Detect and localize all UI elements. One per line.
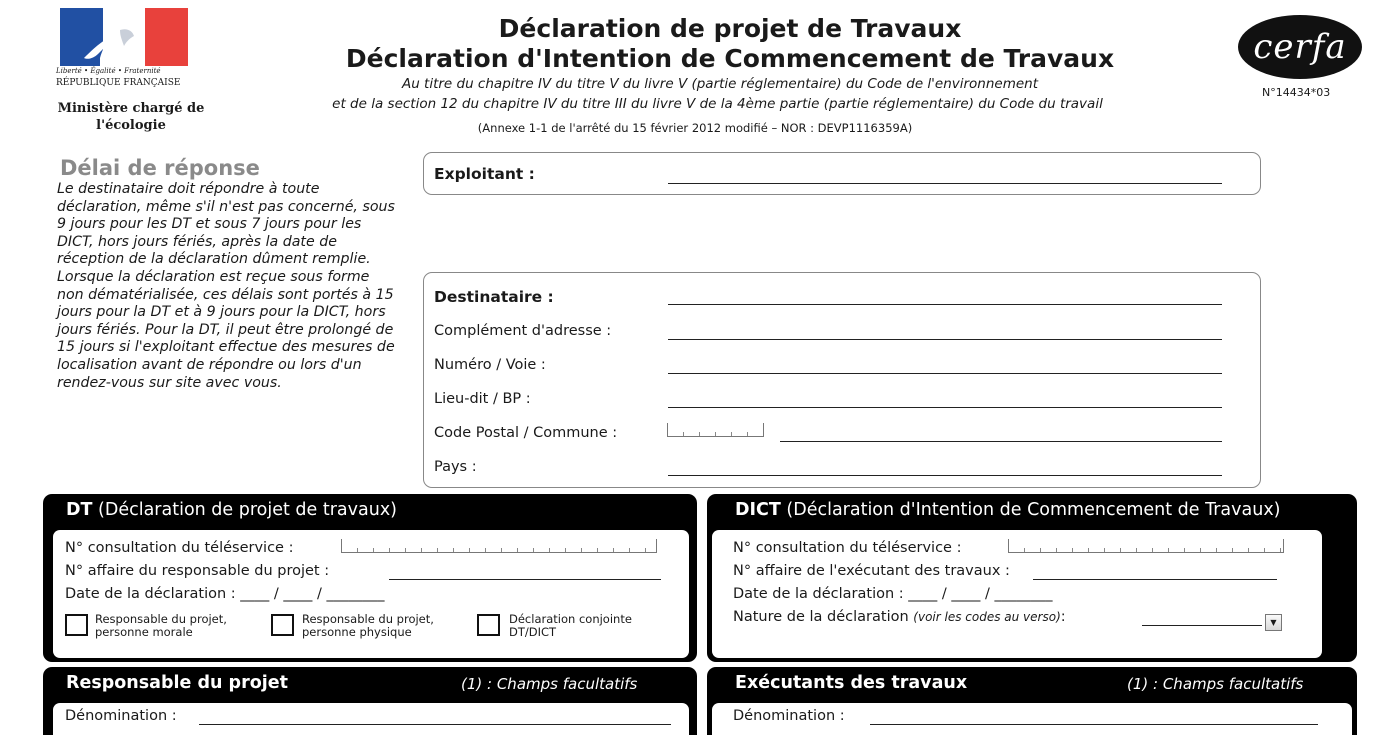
dt-inner	[53, 530, 689, 658]
code-postal-label: Code Postal / Commune :	[434, 425, 618, 441]
form-subtitle-line1: Au titre du chapitre IV du titre V du livre V (partie réglementaire) du Code de l'environnement	[401, 76, 1039, 92]
form-title-line1: Déclaration de projet de Travaux	[498, 14, 962, 43]
dt-date-field[interactable]: Date de la déclaration : ____ / ____ / ________	[65, 586, 385, 602]
dict-consultation-input[interactable]	[1008, 539, 1284, 553]
destinataire-box	[423, 272, 1261, 488]
dict-affaire-field[interactable]	[1033, 579, 1277, 580]
lieu-dit-field[interactable]	[668, 407, 1222, 408]
complement-label: Complément d'adresse :	[434, 323, 612, 339]
form-subtitle-line2: et de la section 12 du chapitre IV du titre III du livre V de la 4ème partie (partie réglementaire) du Code du travail	[332, 96, 1103, 112]
dict-inner	[712, 530, 1322, 658]
dt-check1-label: Responsable du projet, personne morale	[95, 612, 227, 639]
dt-consultation-input[interactable]	[341, 539, 657, 553]
executants-optional-note: (1) : Champs facultatifs	[1127, 675, 1304, 693]
dt-checkbox-personne-morale[interactable]	[65, 614, 88, 636]
dict-section	[707, 494, 1357, 662]
exploitant-label: Exploitant :	[434, 165, 535, 183]
form-title-line2: Déclaration d'Intention de Commencement de Travaux	[345, 44, 1115, 73]
numero-voie-field[interactable]	[668, 373, 1222, 374]
dict-title-bold: DICT	[735, 500, 781, 520]
responsable-denomination-label: Dénomination :	[65, 708, 177, 724]
numero-voie-label: Numéro / Voie :	[434, 357, 546, 373]
lieu-dit-label: Lieu-dit / BP :	[434, 391, 531, 407]
commune-field[interactable]	[780, 441, 1222, 442]
executants-section	[707, 667, 1357, 735]
dt-affaire-field[interactable]	[389, 579, 661, 580]
dt-title-bold: DT	[66, 500, 93, 520]
destinataire-label: Destinataire :	[434, 288, 554, 306]
dt-check2-label: Responsable du projet, personne physique	[302, 612, 434, 639]
dict-consultation-label: N° consultation du téléservice :	[733, 540, 962, 556]
cerfa-logo: cerfa	[1238, 15, 1362, 79]
responsable-optional-note: (1) : Champs facultatifs	[461, 675, 638, 693]
marianne-logo	[60, 8, 188, 66]
dt-check3-label: Déclaration conjointe DT/DICT	[509, 612, 632, 639]
destinataire-field[interactable]	[668, 304, 1222, 305]
dict-nature-select[interactable]	[1142, 625, 1262, 626]
dict-section-title	[735, 500, 1281, 520]
exploitant-box	[423, 152, 1261, 195]
dict-affaire-label: N° affaire de l'exécutant des travaux :	[733, 563, 1010, 579]
responsable-section	[43, 667, 697, 735]
executants-denomination-field[interactable]	[870, 724, 1318, 725]
code-postal-input[interactable]	[667, 423, 764, 437]
pays-field[interactable]	[668, 475, 1222, 476]
pays-label: Pays :	[434, 459, 477, 475]
complement-field[interactable]	[668, 339, 1222, 340]
dt-affaire-label: N° affaire du responsable du projet :	[65, 563, 330, 579]
dt-checkbox-personne-physique[interactable]	[271, 614, 294, 636]
dt-checkbox-declaration-conjointe[interactable]	[477, 614, 500, 636]
dt-consultation-label: N° consultation du téléservice :	[65, 540, 294, 556]
nature-dropdown-arrow-icon[interactable]: ▼	[1265, 614, 1282, 631]
delai-title: Délai de réponse	[60, 156, 260, 180]
dict-date-field[interactable]: Date de la déclaration : ____ / ____ / ________	[733, 586, 1053, 602]
annexe-reference: (Annexe 1-1 de l'arrêté du 15 février 2012 modifié – NOR : DEVP1116359A)	[477, 121, 913, 135]
ministry-label: Ministère chargé de l'écologie	[57, 101, 205, 133]
executants-title: Exécutants des travaux	[735, 673, 968, 693]
responsable-title: Responsable du projet	[66, 673, 288, 693]
cerfa-number: N°14434*03	[1262, 86, 1331, 99]
executants-inner	[712, 703, 1352, 735]
dt-section	[43, 494, 697, 662]
exploitant-field[interactable]	[668, 183, 1222, 184]
republic-motto: Liberté • Égalité • Fraternité	[56, 67, 161, 75]
dt-section-title	[66, 500, 397, 520]
dict-nature-label: Nature de la déclaration (voir les codes au verso):	[733, 609, 1066, 625]
delai-text: Le destinataire doit répondre à toute déclaration, même s'il n'est pas concerné, sous 9 jours pour les DT et sous 7 jours pour les DICT, hors jours fériés, après la date de réception de la déclaration dûment remplie. Lorsque la déclaration est reçue sous forme non dématérialisée, ces délais sont portés à 15 jours pour la DT et à 9 jours pour la DICT, hors jours fériés. Pour la DT, il peut être prolongé de 15 jours si l'exploitant effectue des mesures de localisation avant de répondre ou lors d'un rendez-vous sur site avec vous.	[57, 181, 395, 391]
dt-title-rest: (Déclaration de projet de travaux)	[92, 500, 398, 520]
republic-label: RÉPUBLIQUE FRANÇAISE	[56, 78, 181, 88]
responsable-denomination-field[interactable]	[199, 724, 671, 725]
executants-denomination-label: Dénomination :	[733, 708, 845, 724]
dict-title-rest: (Déclaration d'Intention de Commencement de Travaux)	[780, 500, 1281, 520]
responsable-inner	[53, 703, 689, 735]
